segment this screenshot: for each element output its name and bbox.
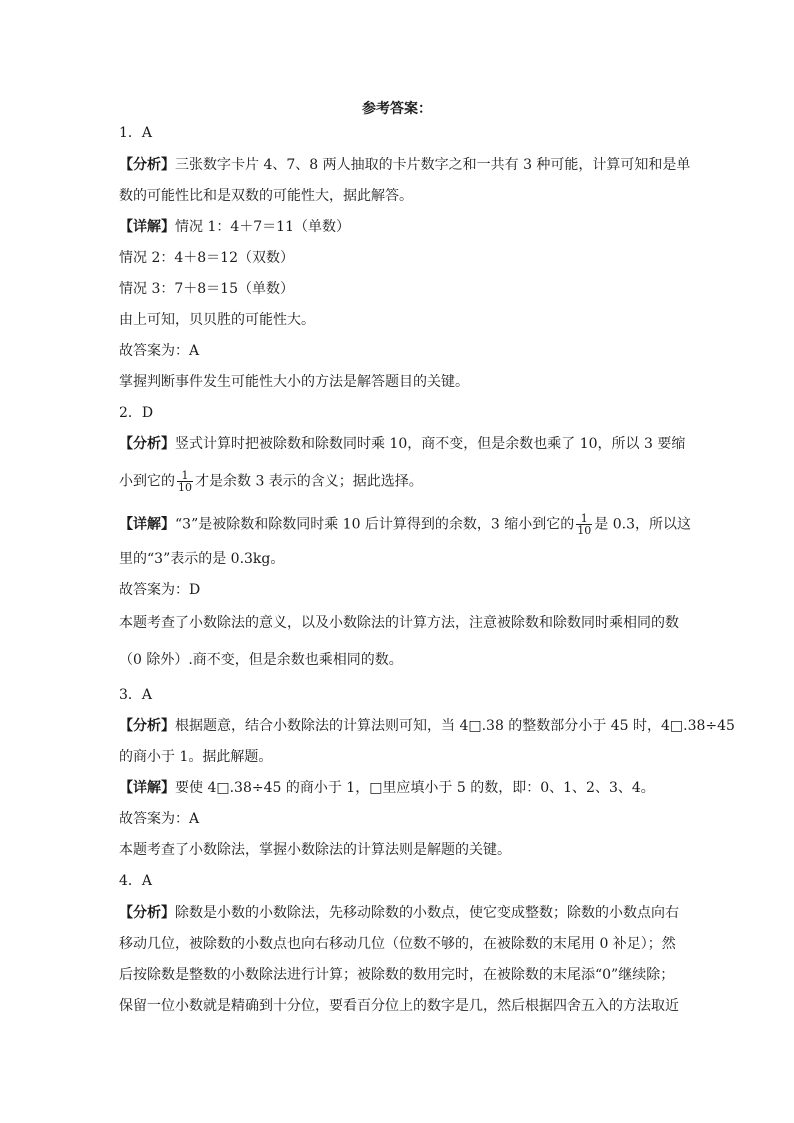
q2-analysis-text-2a: 小到它的: [119, 473, 175, 490]
q4-analysis-text-3: 后按除数是整数的小数除法进行计算；被除数的数用完时，在被除数的末尾添“0”继续除；: [119, 967, 675, 983]
q2-number: 2．D: [119, 405, 154, 421]
fraction-denominator: 10: [577, 524, 592, 537]
detail-tag: 【详解】: [119, 780, 175, 796]
q2-analysis-line-2: [119, 470, 679, 493]
analysis-tag: 【分析】: [119, 718, 175, 734]
q3-analysis-text-2: 的商小于 1。据此解题。: [119, 749, 273, 765]
q1-detail-text-1: 情况 1：4＋7＝11（单数）: [175, 219, 350, 235]
q1-analysis-text-2: 数的可能性比和是双数的可能性大，据此解答。: [119, 188, 413, 204]
q1-number: 1．A: [119, 125, 153, 141]
q3-analysis-text-1: 根据题意，结合小数除法的计算法则可知，当 4□.38 的整数部分小于 45 时，4□.38÷45: [175, 718, 735, 734]
q2-answer: 故答案为：D: [119, 582, 201, 598]
q2-detail-text-1a: “3”是被除数和除数同时乘 10 后计算得到的余数，3 缩小到它的: [175, 516, 575, 533]
q4-analysis-text-4: 保留一位小数就是精确到十分位，要看百分位上的数字是几，然后根据四舍五入的方法取近: [119, 998, 679, 1014]
q3-detail-line: [119, 778, 679, 798]
q2-summary-1: 本题考查了小数除法的意义，以及小数除法的计算方法，注意被除数和除数同时乘相同的数: [119, 615, 679, 631]
q2-detail-text-1b: 是 0.3，所以这: [594, 516, 692, 533]
q3-answer: 故答案为：A: [119, 811, 200, 827]
q3-number: 3．A: [119, 687, 153, 703]
q1-analysis-text-1: 三张数字卡片 4、7、8 两人抽取的卡片数字之和一共有 3 种可能，计算可知和是单: [175, 157, 691, 173]
fraction-denominator: 10: [178, 481, 192, 494]
q2-detail-text-2: 里的“3”表示的是 0.3kg。: [119, 551, 285, 567]
q1-detail-text-3: 情况 3：7＋8＝15（单数）: [119, 281, 294, 297]
q1-detail-text-4: 由上可知，贝贝胜的可能性大。: [119, 312, 315, 328]
detail-tag: 【详解】: [119, 219, 175, 235]
detail-tag: 【详解】: [119, 516, 175, 533]
page-title: 参考答案：: [362, 101, 432, 117]
analysis-tag: 【分析】: [119, 157, 175, 173]
fraction-numerator: 1: [177, 470, 193, 482]
q2-summary-2: （0 除外）.商不变，但是余数也乘相同的数。: [119, 652, 403, 668]
fraction-one-tenth: [177, 470, 193, 493]
fraction-one-tenth: [576, 513, 592, 536]
q3-summary: 本题考查了小数除法，掌握小数除法的计算法则是解题的关键。: [119, 842, 511, 858]
q1-detail-line: [119, 217, 679, 237]
q4-analysis-text-1: 除数是小数的小数除法，先移动除数的小数点，使它变成整数；除数的小数点向右: [175, 905, 679, 921]
q3-analysis-line: [119, 716, 735, 736]
q4-analysis-text-2: 移动几位，被除数的小数点也向右移动几位（位数不够的，在被除数的末尾用 0 补足）；然: [119, 936, 676, 952]
analysis-tag: 【分析】: [119, 905, 175, 921]
q3-detail-text-1: 要使 4□.38÷45 的商小于 1，□里应填小于 5 的数，即：0、1、2、3、4。: [175, 780, 655, 796]
q2-analysis-line: [119, 434, 686, 454]
fraction-numerator: 1: [576, 513, 592, 525]
q1-answer: 故答案为：A: [119, 343, 200, 359]
q1-analysis-line: [119, 155, 691, 175]
q4-analysis-line: [119, 903, 679, 923]
analysis-tag: 【分析】: [119, 436, 175, 452]
q2-detail-line: [119, 512, 692, 537]
q2-analysis-text-2b: 才是余数 3 表示的含义；据此选择。: [195, 473, 423, 490]
q1-detail-text-2: 情况 2：4＋8＝12（双数）: [119, 250, 294, 266]
q1-summary: 掌握判断事件发生可能性大小的方法是解答题目的关键。: [119, 374, 469, 390]
q4-number: 4．A: [119, 873, 153, 889]
q2-analysis-text-1: 竖式计算时把被除数和除数同时乘 10，商不变，但是余数也乘了 10，所以 3 要缩: [175, 436, 686, 452]
